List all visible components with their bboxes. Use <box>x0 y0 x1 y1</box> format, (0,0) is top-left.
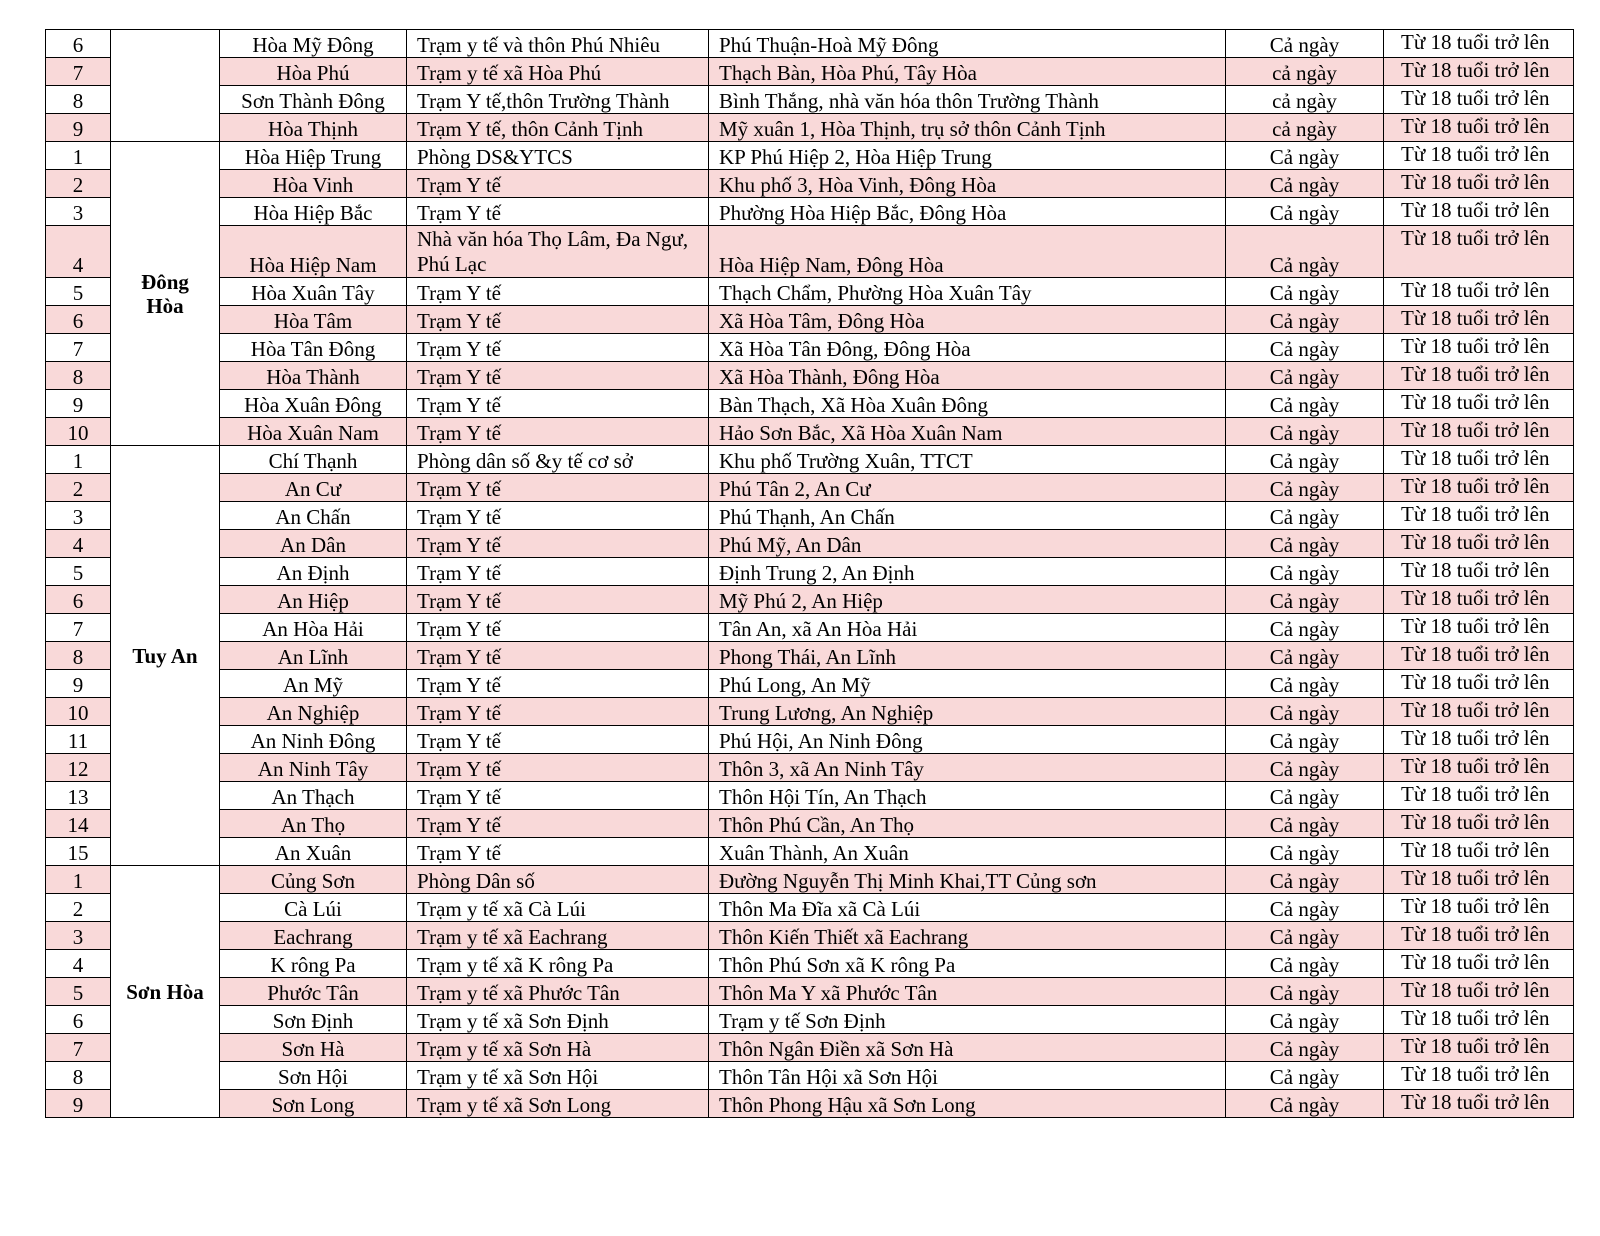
table-row <box>46 894 1574 922</box>
schedule-time: Cả ngày <box>1226 334 1384 362</box>
site-address: Phú Mỹ, An Dân <box>709 530 1226 558</box>
vaccination-site: Trạm Y tế <box>407 362 709 390</box>
commune-name: An Dân <box>220 530 407 558</box>
site-address: Thôn Kiến Thiết xã Eachrang <box>709 922 1226 950</box>
table-row <box>46 474 1574 502</box>
table-row <box>46 390 1574 418</box>
commune-name: Chí Thạnh <box>220 446 407 474</box>
vaccination-site: Trạm Y tế <box>407 278 709 306</box>
target-age: Từ 18 tuổi trở lên <box>1384 226 1574 278</box>
commune-name: Sơn Hội <box>220 1062 407 1090</box>
site-address: Định Trung 2, An Định <box>709 558 1226 586</box>
site-address: Tân An, xã An Hòa Hải <box>709 614 1226 642</box>
row-number: 8 <box>46 86 111 114</box>
vaccination-site: Trạm y tế xã Phước Tân <box>407 978 709 1006</box>
target-age: Từ 18 tuổi trở lên <box>1384 502 1574 530</box>
vaccination-site: Trạm Y tế <box>407 642 709 670</box>
target-age: Từ 18 tuổi trở lên <box>1384 558 1574 586</box>
target-age: Từ 18 tuổi trở lên <box>1384 114 1574 142</box>
vaccination-site: Trạm y tế xã Sơn Hà <box>407 1034 709 1062</box>
row-number: 9 <box>46 390 111 418</box>
commune-name: Cà Lúi <box>220 894 407 922</box>
table-row <box>46 418 1574 446</box>
vaccination-site: Trạm Y tế,thôn Trường Thành <box>407 86 709 114</box>
site-address: Hảo Sơn Bắc, Xã Hòa Xuân Nam <box>709 418 1226 446</box>
schedule-time: Cả ngày <box>1226 950 1384 978</box>
site-address: Đường Nguyễn Thị Minh Khai,TT Củng sơn <box>709 866 1226 894</box>
vaccination-site: Trạm Y tế <box>407 614 709 642</box>
target-age: Từ 18 tuổi trở lên <box>1384 754 1574 782</box>
commune-name: An Chấn <box>220 502 407 530</box>
commune-name: An Mỹ <box>220 670 407 698</box>
row-number: 12 <box>46 754 111 782</box>
table-row <box>46 1006 1574 1034</box>
vaccination-site: Trạm Y tế <box>407 558 709 586</box>
row-number: 6 <box>46 586 111 614</box>
target-age: Từ 18 tuổi trở lên <box>1384 58 1574 86</box>
target-age: Từ 18 tuổi trở lên <box>1384 198 1574 226</box>
schedule-time: Cả ngày <box>1226 278 1384 306</box>
commune-name: Sơn Hà <box>220 1034 407 1062</box>
site-address: Thôn Ma Y xã Phước Tân <box>709 978 1226 1006</box>
site-address: Mỹ xuân 1, Hòa Thịnh, trụ sở thôn Cảnh Tịnh <box>709 114 1226 142</box>
row-number: 8 <box>46 642 111 670</box>
vaccination-site: Phòng dân số &y tế cơ sở <box>407 446 709 474</box>
row-number: 7 <box>46 614 111 642</box>
table-row <box>46 922 1574 950</box>
site-address: Xã Hòa Tâm, Đông Hòa <box>709 306 1226 334</box>
vaccination-site: Trạm Y tế <box>407 170 709 198</box>
schedule-time: Cả ngày <box>1226 810 1384 838</box>
schedule-time: Cả ngày <box>1226 558 1384 586</box>
schedule-time: Cả ngày <box>1226 502 1384 530</box>
vaccination-site: Nhà văn hóa Thọ Lâm, Đa Ngư, Phú Lạc <box>407 226 709 278</box>
target-age: Từ 18 tuổi trở lên <box>1384 642 1574 670</box>
vaccination-site: Trạm Y tế <box>407 418 709 446</box>
table-row <box>46 142 1574 170</box>
schedule-time: Cả ngày <box>1226 170 1384 198</box>
table-row <box>46 502 1574 530</box>
commune-name: Hòa Mỹ Đông <box>220 30 407 58</box>
target-age: Từ 18 tuổi trở lên <box>1384 30 1574 58</box>
target-age: Từ 18 tuổi trở lên <box>1384 446 1574 474</box>
table-row <box>46 754 1574 782</box>
commune-name: An Lĩnh <box>220 642 407 670</box>
target-age: Từ 18 tuổi trở lên <box>1384 838 1574 866</box>
table-row <box>46 670 1574 698</box>
schedule-time: Cả ngày <box>1226 1090 1384 1118</box>
vaccination-site: Trạm Y tế <box>407 698 709 726</box>
schedule-time: Cả ngày <box>1226 726 1384 754</box>
schedule-time: Cả ngày <box>1226 894 1384 922</box>
table-row <box>46 226 1574 278</box>
row-number: 11 <box>46 726 111 754</box>
target-age: Từ 18 tuổi trở lên <box>1384 1006 1574 1034</box>
vaccination-site: Trạm Y tế <box>407 502 709 530</box>
commune-name: Hòa Hiệp Bắc <box>220 198 407 226</box>
district-cell <box>111 446 220 866</box>
site-address: Bàn Thạch, Xã Hòa Xuân Đông <box>709 390 1226 418</box>
vaccination-site: Trạm y tế xã Hòa Phú <box>407 58 709 86</box>
target-age: Từ 18 tuổi trở lên <box>1384 698 1574 726</box>
commune-name: Hòa Xuân Đông <box>220 390 407 418</box>
target-age: Từ 18 tuổi trở lên <box>1384 866 1574 894</box>
table-row <box>46 1034 1574 1062</box>
table-row <box>46 586 1574 614</box>
site-address: Trung Lương, An Nghiệp <box>709 698 1226 726</box>
commune-name: Hòa Xuân Nam <box>220 418 407 446</box>
commune-name: Hòa Phú <box>220 58 407 86</box>
commune-name: Hòa Xuân Tây <box>220 278 407 306</box>
row-number: 10 <box>46 698 111 726</box>
site-address: Thôn Tân Hội xã Sơn Hội <box>709 1062 1226 1090</box>
row-number: 9 <box>46 114 111 142</box>
district-name: Tuy An <box>132 643 198 668</box>
schedule-time: Cả ngày <box>1226 418 1384 446</box>
vaccination-site: Trạm Y tế <box>407 198 709 226</box>
commune-name: Hòa Thành <box>220 362 407 390</box>
target-age: Từ 18 tuổi trở lên <box>1384 894 1574 922</box>
table-row <box>46 866 1574 894</box>
target-age: Từ 18 tuổi trở lên <box>1384 170 1574 198</box>
schedule-time: Cả ngày <box>1226 474 1384 502</box>
table-row <box>46 950 1574 978</box>
table-row <box>46 58 1574 86</box>
row-number: 6 <box>46 1006 111 1034</box>
row-number: 1 <box>46 446 111 474</box>
table-row <box>46 278 1574 306</box>
site-address: Thôn Phú Sơn xã K rông Pa <box>709 950 1226 978</box>
row-number: 2 <box>46 894 111 922</box>
vaccination-site: Trạm Y tế <box>407 838 709 866</box>
vaccination-site: Phòng Dân số <box>407 866 709 894</box>
vaccination-site: Trạm y tế xã Sơn Hội <box>407 1062 709 1090</box>
table-row <box>46 198 1574 226</box>
site-address: Xã Hòa Thành, Đông Hòa <box>709 362 1226 390</box>
commune-name: An Xuân <box>220 838 407 866</box>
schedule-time: Cả ngày <box>1226 978 1384 1006</box>
target-age: Từ 18 tuổi trở lên <box>1384 1034 1574 1062</box>
row-number: 9 <box>46 670 111 698</box>
schedule-time: Cả ngày <box>1226 922 1384 950</box>
site-address: Trạm y tế Sơn Định <box>709 1006 1226 1034</box>
schedule-time: Cả ngày <box>1226 530 1384 558</box>
site-address: Thôn 3, xã An Ninh Tây <box>709 754 1226 782</box>
site-address: Phong Thái, An Lĩnh <box>709 642 1226 670</box>
commune-name: K rông Pa <box>220 950 407 978</box>
commune-name: Sơn Long <box>220 1090 407 1118</box>
table-row <box>46 978 1574 1006</box>
row-number: 6 <box>46 30 111 58</box>
table-row <box>46 726 1574 754</box>
vaccination-site: Trạm Y tế <box>407 474 709 502</box>
district-cell <box>111 30 220 142</box>
commune-name: An Hòa Hải <box>220 614 407 642</box>
schedule-time: Cả ngày <box>1226 198 1384 226</box>
row-number: 3 <box>46 502 111 530</box>
vaccination-site: Trạm y tế xã Cà Lúi <box>407 894 709 922</box>
table-row <box>46 114 1574 142</box>
commune-name: An Định <box>220 558 407 586</box>
commune-name: Hòa Tân Đông <box>220 334 407 362</box>
schedule-time: Cả ngày <box>1226 838 1384 866</box>
table-row <box>46 838 1574 866</box>
schedule-time: Cả ngày <box>1226 390 1384 418</box>
table-row <box>46 1062 1574 1090</box>
district-cell <box>111 866 220 1118</box>
target-age: Từ 18 tuổi trở lên <box>1384 474 1574 502</box>
commune-name: An Ninh Tây <box>220 754 407 782</box>
commune-name: An Nghiệp <box>220 698 407 726</box>
vaccination-site: Trạm y tế xã Eachrang <box>407 922 709 950</box>
site-address: Phú Hội, An Ninh Đông <box>709 726 1226 754</box>
schedule-time: Cả ngày <box>1226 670 1384 698</box>
target-age: Từ 18 tuổi trở lên <box>1384 530 1574 558</box>
target-age: Từ 18 tuổi trở lên <box>1384 334 1574 362</box>
row-number: 2 <box>46 474 111 502</box>
schedule-time: Cả ngày <box>1226 362 1384 390</box>
vaccination-site: Trạm y tế xã Sơn Long <box>407 1090 709 1118</box>
vaccination-site: Trạm Y tế, thôn Cảnh Tịnh <box>407 114 709 142</box>
schedule-time: Cả ngày <box>1226 642 1384 670</box>
target-age: Từ 18 tuổi trở lên <box>1384 726 1574 754</box>
schedule-time: Cả ngày <box>1226 1034 1384 1062</box>
schedule-time: Cả ngày <box>1226 866 1384 894</box>
table-row <box>46 642 1574 670</box>
commune-name: An Thạch <box>220 782 407 810</box>
target-age: Từ 18 tuổi trở lên <box>1384 86 1574 114</box>
table-row <box>46 334 1574 362</box>
target-age: Từ 18 tuổi trở lên <box>1384 614 1574 642</box>
schedule-time: Cả ngày <box>1226 306 1384 334</box>
table-row <box>46 614 1574 642</box>
vaccination-site: Phòng DS&YTCS <box>407 142 709 170</box>
table-row <box>46 362 1574 390</box>
commune-name: Sơn Định <box>220 1006 407 1034</box>
schedule-time: Cả ngày <box>1226 614 1384 642</box>
row-number: 4 <box>46 950 111 978</box>
schedule-time: Cả ngày <box>1226 586 1384 614</box>
table-row <box>46 530 1574 558</box>
commune-name: Hòa Vinh <box>220 170 407 198</box>
vaccination-site: Trạm y tế xã K rông Pa <box>407 950 709 978</box>
commune-name: Phước Tân <box>220 978 407 1006</box>
table-row <box>46 558 1574 586</box>
district-name: Đông Hòa <box>141 269 189 318</box>
row-number: 4 <box>46 530 111 558</box>
site-address: Mỹ Phú 2, An Hiệp <box>709 586 1226 614</box>
target-age: Từ 18 tuổi trở lên <box>1384 782 1574 810</box>
row-number: 9 <box>46 1090 111 1118</box>
commune-name: Hòa Thịnh <box>220 114 407 142</box>
commune-name: Eachrang <box>220 922 407 950</box>
schedule-time: Cả ngày <box>1226 698 1384 726</box>
district-name: Sơn Hòa <box>126 979 204 1004</box>
row-number: 14 <box>46 810 111 838</box>
site-address: Phú Thuận-Hoà Mỹ Đông <box>709 30 1226 58</box>
row-number: 13 <box>46 782 111 810</box>
row-number: 1 <box>46 142 111 170</box>
schedule-time: cả ngày <box>1226 86 1384 114</box>
target-age: Từ 18 tuổi trở lên <box>1384 1090 1574 1118</box>
row-number: 6 <box>46 306 111 334</box>
target-age: Từ 18 tuổi trở lên <box>1384 922 1574 950</box>
vaccination-site: Trạm Y tế <box>407 810 709 838</box>
commune-name: An Ninh Đông <box>220 726 407 754</box>
vaccination-site: Trạm Y tế <box>407 306 709 334</box>
schedule-time: Cả ngày <box>1226 226 1384 278</box>
site-address: Thạch Chẩm, Phường Hòa Xuân Tây <box>709 278 1226 306</box>
vaccination-site: Trạm Y tế <box>407 670 709 698</box>
target-age: Từ 18 tuổi trở lên <box>1384 278 1574 306</box>
site-address: Thôn Phú Cần, An Thọ <box>709 810 1226 838</box>
table-row <box>46 86 1574 114</box>
target-age: Từ 18 tuổi trở lên <box>1384 1062 1574 1090</box>
target-age: Từ 18 tuổi trở lên <box>1384 306 1574 334</box>
row-number: 3 <box>46 198 111 226</box>
schedule-table-body <box>46 30 1574 1118</box>
table-row <box>46 810 1574 838</box>
schedule-time: Cả ngày <box>1226 754 1384 782</box>
commune-name: Hòa Hiệp Trung <box>220 142 407 170</box>
table-row <box>46 30 1574 58</box>
commune-name: An Cư <box>220 474 407 502</box>
vaccination-site: Trạm Y tế <box>407 390 709 418</box>
vaccination-schedule-table <box>45 29 1574 1118</box>
target-age: Từ 18 tuổi trở lên <box>1384 978 1574 1006</box>
row-number: 8 <box>46 362 111 390</box>
target-age: Từ 18 tuổi trở lên <box>1384 670 1574 698</box>
target-age: Từ 18 tuổi trở lên <box>1384 950 1574 978</box>
target-age: Từ 18 tuổi trở lên <box>1384 362 1574 390</box>
vaccination-site: Trạm Y tế <box>407 782 709 810</box>
district-cell <box>111 142 220 446</box>
row-number: 7 <box>46 1034 111 1062</box>
row-number: 15 <box>46 838 111 866</box>
site-address: Thôn Ma Đĩa xã Cà Lúi <box>709 894 1226 922</box>
site-address: Thạch Bàn, Hòa Phú, Tây Hòa <box>709 58 1226 86</box>
schedule-time: cả ngày <box>1226 114 1384 142</box>
site-address: Phú Long, An Mỹ <box>709 670 1226 698</box>
row-number: 10 <box>46 418 111 446</box>
table-row <box>46 1090 1574 1118</box>
site-address: Xuân Thành, An Xuân <box>709 838 1226 866</box>
vaccination-site: Trạm Y tế <box>407 586 709 614</box>
schedule-time: Cả ngày <box>1226 446 1384 474</box>
site-address: Hòa Hiệp Nam, Đông Hòa <box>709 226 1226 278</box>
site-address: Bình Thắng, nhà văn hóa thôn Trường Thành <box>709 86 1226 114</box>
commune-name: Hòa Tâm <box>220 306 407 334</box>
target-age: Từ 18 tuổi trở lên <box>1384 810 1574 838</box>
row-number: 2 <box>46 170 111 198</box>
vaccination-site: Trạm y tế và thôn Phú Nhiêu <box>407 30 709 58</box>
vaccination-site: Trạm Y tế <box>407 530 709 558</box>
table-row <box>46 782 1574 810</box>
schedule-time: Cả ngày <box>1226 782 1384 810</box>
target-age: Từ 18 tuổi trở lên <box>1384 418 1574 446</box>
target-age: Từ 18 tuổi trở lên <box>1384 390 1574 418</box>
site-address: Thôn Ngân Điền xã Sơn Hà <box>709 1034 1226 1062</box>
vaccination-site: Trạm Y tế <box>407 754 709 782</box>
schedule-time: cả ngày <box>1226 58 1384 86</box>
table-row <box>46 306 1574 334</box>
site-address: Phú Thạnh, An Chấn <box>709 502 1226 530</box>
commune-name: An Thọ <box>220 810 407 838</box>
site-address: Xã Hòa Tân Đông, Đông Hòa <box>709 334 1226 362</box>
row-number: 5 <box>46 278 111 306</box>
vaccination-site: Trạm y tế xã Sơn Định <box>407 1006 709 1034</box>
schedule-time: Cả ngày <box>1226 142 1384 170</box>
site-address: Thôn Hội Tín, An Thạch <box>709 782 1226 810</box>
row-number: 1 <box>46 866 111 894</box>
site-address: KP Phú Hiệp 2, Hòa Hiệp Trung <box>709 142 1226 170</box>
row-number: 8 <box>46 1062 111 1090</box>
target-age: Từ 18 tuổi trở lên <box>1384 586 1574 614</box>
row-number: 4 <box>46 226 111 278</box>
row-number: 3 <box>46 922 111 950</box>
target-age: Từ 18 tuổi trở lên <box>1384 142 1574 170</box>
site-address: Thôn Phong Hậu xã Sơn Long <box>709 1090 1226 1118</box>
site-address: Phường Hòa Hiệp Bắc, Đông Hòa <box>709 198 1226 226</box>
site-address: Khu phố 3, Hòa Vinh, Đông Hòa <box>709 170 1226 198</box>
schedule-time: Cả ngày <box>1226 1062 1384 1090</box>
table-row <box>46 446 1574 474</box>
row-number: 5 <box>46 558 111 586</box>
table-row <box>46 698 1574 726</box>
vaccination-site: Trạm Y tế <box>407 334 709 362</box>
table-row <box>46 170 1574 198</box>
vaccination-site: Trạm Y tế <box>407 726 709 754</box>
row-number: 7 <box>46 334 111 362</box>
commune-name: An Hiệp <box>220 586 407 614</box>
commune-name: Hòa Hiệp Nam <box>220 226 407 278</box>
commune-name: Củng Sơn <box>220 866 407 894</box>
row-number: 7 <box>46 58 111 86</box>
site-address: Phú Tân 2, An Cư <box>709 474 1226 502</box>
row-number: 5 <box>46 978 111 1006</box>
site-address: Khu phố Trường Xuân, TTCT <box>709 446 1226 474</box>
schedule-time: Cả ngày <box>1226 1006 1384 1034</box>
schedule-time: Cả ngày <box>1226 30 1384 58</box>
commune-name: Sơn Thành Đông <box>220 86 407 114</box>
